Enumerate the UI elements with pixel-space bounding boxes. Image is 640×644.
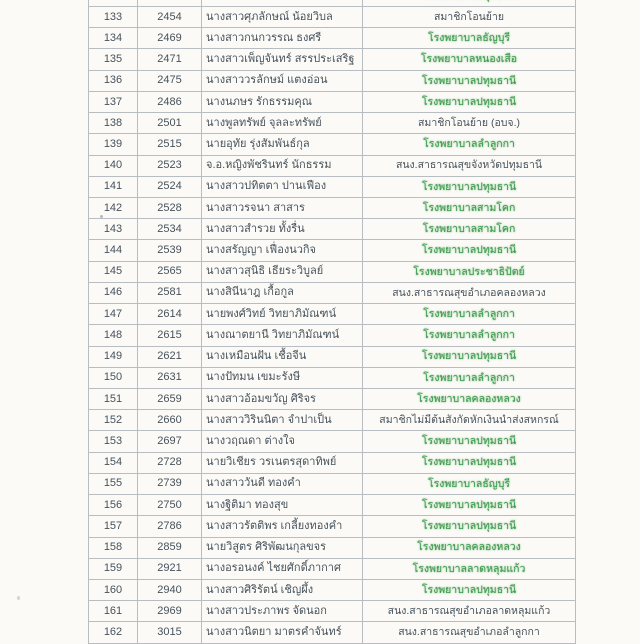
member-name-cell: นางสาวศิริรัตน์ เชิญผึ้ง: [202, 580, 363, 600]
row-number-cell: 136: [88, 71, 138, 91]
affiliation-cell: โรงพยาบาลปทุมธานี: [363, 495, 576, 515]
row-number-cell: 147: [88, 304, 138, 324]
row-number-cell: 152: [88, 410, 138, 430]
member-name-cell: นางสาวกนกวรรณ ธงศรี: [202, 28, 363, 48]
table-row: [88, 453, 576, 474]
member-id-cell: 2697: [138, 431, 202, 451]
member-id-cell: [138, 0, 202, 6]
table-row: [88, 622, 576, 643]
affiliation-cell: โรงพยาบาลปทุมธานี: [363, 240, 576, 260]
member-name-cell: นางสรัญญา เฟื่องนวกิจ: [202, 240, 363, 260]
member-id-cell: 2475: [138, 71, 202, 91]
table-row: [88, 516, 576, 537]
row-number-cell: 146: [88, 283, 138, 303]
member-name-cell: นางวฤณดา ต่างใจ: [202, 431, 363, 451]
member-id-cell: 2631: [138, 368, 202, 388]
affiliation-cell: โรงพยาบาลปทุมธานี: [363, 177, 576, 197]
member-name-cell: นางสาวสุนิธิ เธียระวิบูลย์: [202, 262, 363, 282]
member-id-cell: 2859: [138, 538, 202, 558]
table-row: [88, 431, 576, 452]
member-name-cell: นางอรอนงค์ ไชยศักดิ์ภากาศ: [202, 559, 363, 579]
row-number-cell: 134: [88, 28, 138, 48]
row-number-cell: 137: [88, 92, 138, 112]
table-row: [88, 113, 576, 134]
row-number-cell: 138: [88, 113, 138, 133]
affiliation-cell: สมาชิกโอนย้าย (อบจ.): [363, 113, 576, 133]
member-id-cell: 2528: [138, 198, 202, 218]
row-number-cell: 135: [88, 49, 138, 69]
affiliation-cell: โรงพยาบาลประชาธิปัตย์: [363, 262, 576, 282]
affiliation-cell: โรงพยาบาลปทุมธานี: [363, 71, 576, 91]
member-id-cell: 2940: [138, 580, 202, 600]
member-id-cell: 2524: [138, 177, 202, 197]
table-row: [88, 156, 576, 177]
scan-speck: [17, 596, 20, 600]
row-number-cell: 144: [88, 240, 138, 260]
affiliation-cell: โรงพยาบาลปทุมธานี: [363, 516, 576, 536]
member-id-cell: 2969: [138, 601, 202, 621]
row-number-cell: 133: [88, 7, 138, 27]
member-id-cell: 2614: [138, 304, 202, 324]
table-row: [88, 134, 576, 155]
affiliation-cell: โรงพยาบาลลำลูกกา: [363, 368, 576, 388]
member-id-cell: 2739: [138, 474, 202, 494]
table-row: [88, 28, 576, 49]
member-id-cell: 2728: [138, 453, 202, 473]
table-row: [88, 304, 576, 325]
member-name-cell: นางสาวอ้อมขวัญ ศิริจร: [202, 389, 363, 409]
row-number-cell: 155: [88, 474, 138, 494]
table-row: [88, 219, 576, 240]
member-name-cell: นางปัทมน เขมะรังษี: [202, 368, 363, 388]
table-row: [88, 262, 576, 283]
row-number-cell: [88, 0, 138, 6]
row-number-cell: 153: [88, 431, 138, 451]
row-number-cell: 161: [88, 601, 138, 621]
member-table: [88, 0, 576, 644]
affiliation-cell: สมาชิกไม่มีต้นสังกัดหักเงินนำส่งสหกรณ์: [363, 410, 576, 430]
member-id-cell: 2539: [138, 240, 202, 260]
scan-speck: [100, 215, 103, 218]
table-row: [88, 347, 576, 368]
table-row: [88, 474, 576, 495]
affiliation-cell: โรงพยาบาลปทุมธานี: [363, 431, 576, 451]
member-name-cell: นายวิสูตร ศิริพัฒนกุลขจร: [202, 538, 363, 558]
table-row: [88, 410, 576, 431]
table-row: [88, 283, 576, 304]
member-name-cell: นางนภษร รักธรรมคุณ: [202, 92, 363, 112]
table-row: [88, 92, 576, 113]
affiliation-cell: โรงพยาบาลคลองหลวง: [363, 538, 576, 558]
member-id-cell: 2486: [138, 92, 202, 112]
member-name-cell: นางสาวปทิตตา ปานเฟือง: [202, 177, 363, 197]
member-id-cell: 3015: [138, 622, 202, 642]
member-id-cell: 2523: [138, 156, 202, 176]
affiliation-cell: โรงพยาบาลลำลูกกา: [363, 325, 576, 345]
table-row: [88, 368, 576, 389]
member-name-cell: [202, 0, 363, 6]
row-number-cell: 162: [88, 622, 138, 642]
row-number-cell: 149: [88, 347, 138, 367]
member-id-cell: 2454: [138, 7, 202, 27]
affiliation-cell: สนง.สาธารณสุขอำเภอคลองหลวง: [363, 283, 576, 303]
member-id-cell: 2471: [138, 49, 202, 69]
table-row: [88, 601, 576, 622]
member-name-cell: นางสาวศุภลักษณ์ น้อยวิบล: [202, 7, 363, 27]
row-number-cell: 145: [88, 262, 138, 282]
table-row: [88, 240, 576, 261]
member-id-cell: 2615: [138, 325, 202, 345]
member-id-cell: 2565: [138, 262, 202, 282]
member-id-cell: 2534: [138, 219, 202, 239]
row-number-cell: 150: [88, 368, 138, 388]
row-number-cell: 142: [88, 198, 138, 218]
row-number-cell: 156: [88, 495, 138, 515]
table-row: [88, 0, 576, 7]
affiliation-cell: สนง.สาธารณสุขอำเภอลำลูกกา: [363, 622, 576, 642]
member-name-cell: นายอุทัย รุ่งสัมพันธ์กุล: [202, 134, 363, 154]
row-number-cell: 141: [88, 177, 138, 197]
affiliation-cell: [363, 0, 576, 6]
member-id-cell: 2660: [138, 410, 202, 430]
table-row: [88, 7, 576, 28]
affiliation-cell: โรงพยาบาลธัญบุรี: [363, 28, 576, 48]
member-name-cell: นางสาวรจนา สาสาร: [202, 198, 363, 218]
member-id-cell: 2921: [138, 559, 202, 579]
row-number-cell: 157: [88, 516, 138, 536]
member-id-cell: 2515: [138, 134, 202, 154]
member-name-cell: นางณาตยานี วิทยาภิมัณฑน์: [202, 325, 363, 345]
member-name-cell: นางสาววิรินนิตา จำปาเป็น: [202, 410, 363, 430]
member-name-cell: จ.อ.หญิงพัชรินทร์ นักธรรม: [202, 156, 363, 176]
table-row: [88, 559, 576, 580]
table-row: [88, 325, 576, 346]
member-id-cell: 2659: [138, 389, 202, 409]
member-name-cell: นางสาวสำรวย ทั้งรื่น: [202, 219, 363, 239]
row-number-cell: 159: [88, 559, 138, 579]
affiliation-cell: สมาชิกโอนย้าย: [363, 7, 576, 27]
affiliation-cell: โรงพยาบาลลาดหลุมแก้ว: [363, 559, 576, 579]
member-id-cell: 2621: [138, 347, 202, 367]
row-number-cell: 158: [88, 538, 138, 558]
member-name-cell: นางสาววรลักษม์ แตงอ่อน: [202, 71, 363, 91]
table-row: [88, 580, 576, 601]
member-name-cell: นางสาววันดี ทองคำ: [202, 474, 363, 494]
row-number-cell: 151: [88, 389, 138, 409]
table-row: [88, 198, 576, 219]
table-row: [88, 71, 576, 92]
table-row: [88, 177, 576, 198]
member-id-cell: 2501: [138, 113, 202, 133]
row-number-cell: 160: [88, 580, 138, 600]
member-id-cell: 2581: [138, 283, 202, 303]
member-name-cell: นางสาวประภาพร จัดนอก: [202, 601, 363, 621]
member-name-cell: นางพูลทรัพย์ จุลละทรัพย์: [202, 113, 363, 133]
affiliation-cell: โรงพยาบาลหนองเสือ: [363, 49, 576, 69]
member-name-cell: นางเหมือนฝัน เชื้อจีน: [202, 347, 363, 367]
row-number-cell: 139: [88, 134, 138, 154]
member-name-cell: นางสาวเพ็ญจันทร์ สรรประเสริฐ: [202, 49, 363, 69]
table-row: [88, 538, 576, 559]
row-number-cell: 148: [88, 325, 138, 345]
table-row: [88, 389, 576, 410]
table-row: [88, 49, 576, 70]
member-id-cell: 2469: [138, 28, 202, 48]
affiliation-cell: โรงพยาบาลสามโคก: [363, 219, 576, 239]
member-id-cell: 2750: [138, 495, 202, 515]
member-name-cell: นายวิเชียร วรเนตรสุดาทิพย์: [202, 453, 363, 473]
row-number-cell: 140: [88, 156, 138, 176]
affiliation-cell: โรงพยาบาลปทุมธานี: [363, 92, 576, 112]
member-name-cell: นายพงศ์วิทย์ วิทยาภิมัณฑน์: [202, 304, 363, 324]
member-name-cell: นางสาวนิตยา มาตรคำจันทร์: [202, 622, 363, 642]
affiliation-cell: โรงพยาบาลสามโคก: [363, 198, 576, 218]
member-id-cell: 2786: [138, 516, 202, 536]
affiliation-cell: โรงพยาบาลปทุมธานี: [363, 347, 576, 367]
row-number-cell: 143: [88, 219, 138, 239]
affiliation-cell: โรงพยาบาลคลองหลวง: [363, 389, 576, 409]
member-name-cell: นางสาวรัตติพร เกลี้ยงทองคำ: [202, 516, 363, 536]
affiliation-cell: โรงพยาบาลลำลูกกา: [363, 134, 576, 154]
row-number-cell: 154: [88, 453, 138, 473]
member-name-cell: นางฐิติมา ทองสุข: [202, 495, 363, 515]
affiliation-cell: สนง.สาธารณสุขอำเภอลาดหลุมแก้ว: [363, 601, 576, 621]
affiliation-cell: โรงพยาบาลปทุมธานี: [363, 453, 576, 473]
affiliation-cell: โรงพยาบาลธัญบุรี: [363, 474, 576, 494]
member-name-cell: นางสินีนาฎ เกื้อกูล: [202, 283, 363, 303]
table-row: [88, 495, 576, 516]
affiliation-cell: โรงพยาบาลลำลูกกา: [363, 304, 576, 324]
affiliation-cell: สนง.สาธารณสุขจังหวัดปทุมธานี: [363, 156, 576, 176]
affiliation-cell: โรงพยาบาลปทุมธานี: [363, 580, 576, 600]
